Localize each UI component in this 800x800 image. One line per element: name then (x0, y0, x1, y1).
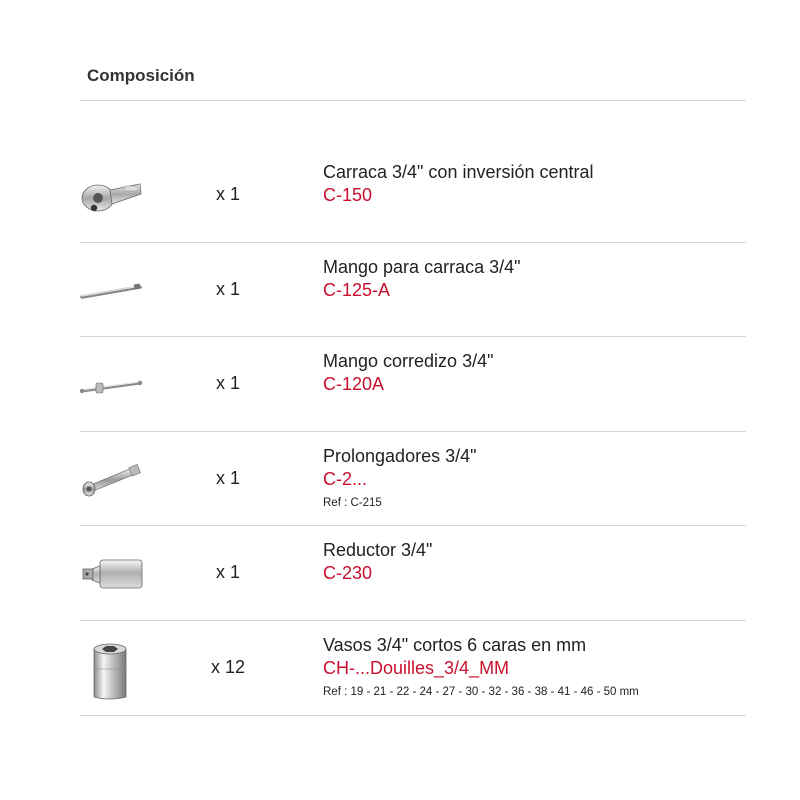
extension-bar-icon (80, 446, 144, 510)
item-name: Mango corredizo 3/4" (323, 351, 494, 372)
sliding-t-handle-icon (80, 351, 144, 415)
section-title: Composición (87, 66, 195, 85)
item-reference[interactable]: C-125-A (323, 279, 391, 300)
item-reference[interactable]: C-230 (323, 563, 373, 584)
item-ref-note: Ref : C-215 (323, 496, 382, 509)
reducer-adapter-icon (80, 540, 144, 604)
list-item (80, 243, 746, 338)
quantity: x 12 (210, 656, 246, 677)
quantity: x 1 (215, 467, 240, 488)
item-name: Carraca 3/4" con inversión central (323, 162, 594, 182)
list-item (80, 148, 746, 243)
composition-list (80, 148, 746, 716)
quantity: x 1 (215, 562, 240, 583)
ratchet-handle-icon (80, 257, 144, 321)
item-name: Mango para carraca 3/4" (323, 256, 521, 277)
quantity: x 1 (215, 278, 240, 299)
ratchet-icon (80, 162, 144, 226)
list-item (80, 432, 746, 527)
divider (80, 715, 746, 716)
item-reference[interactable]: C-2... (323, 468, 368, 489)
item-reference[interactable]: CH-...Douilles_3/4_MM (323, 657, 510, 678)
quantity: x 1 (215, 373, 240, 394)
item-name: Reductor 3/4" (323, 540, 433, 561)
item-name: Prolongadores 3/4" (323, 445, 477, 466)
list-item (80, 526, 746, 621)
item-reference[interactable]: C-120A (323, 374, 385, 395)
item-name: Vasos 3/4" cortos 6 caras en mm (323, 634, 587, 655)
hex-socket-icon (86, 639, 150, 703)
item-ref-note: Ref : 19 - 21 - 22 - 24 - 27 - 30 - 32 - 36 - 38 - 41 - 46 - 50 mm (323, 685, 639, 698)
quantity: x 1 (215, 184, 240, 204)
divider (80, 100, 746, 101)
list-item (80, 621, 746, 716)
item-reference[interactable]: C-150 (323, 185, 373, 205)
list-item (80, 337, 746, 432)
